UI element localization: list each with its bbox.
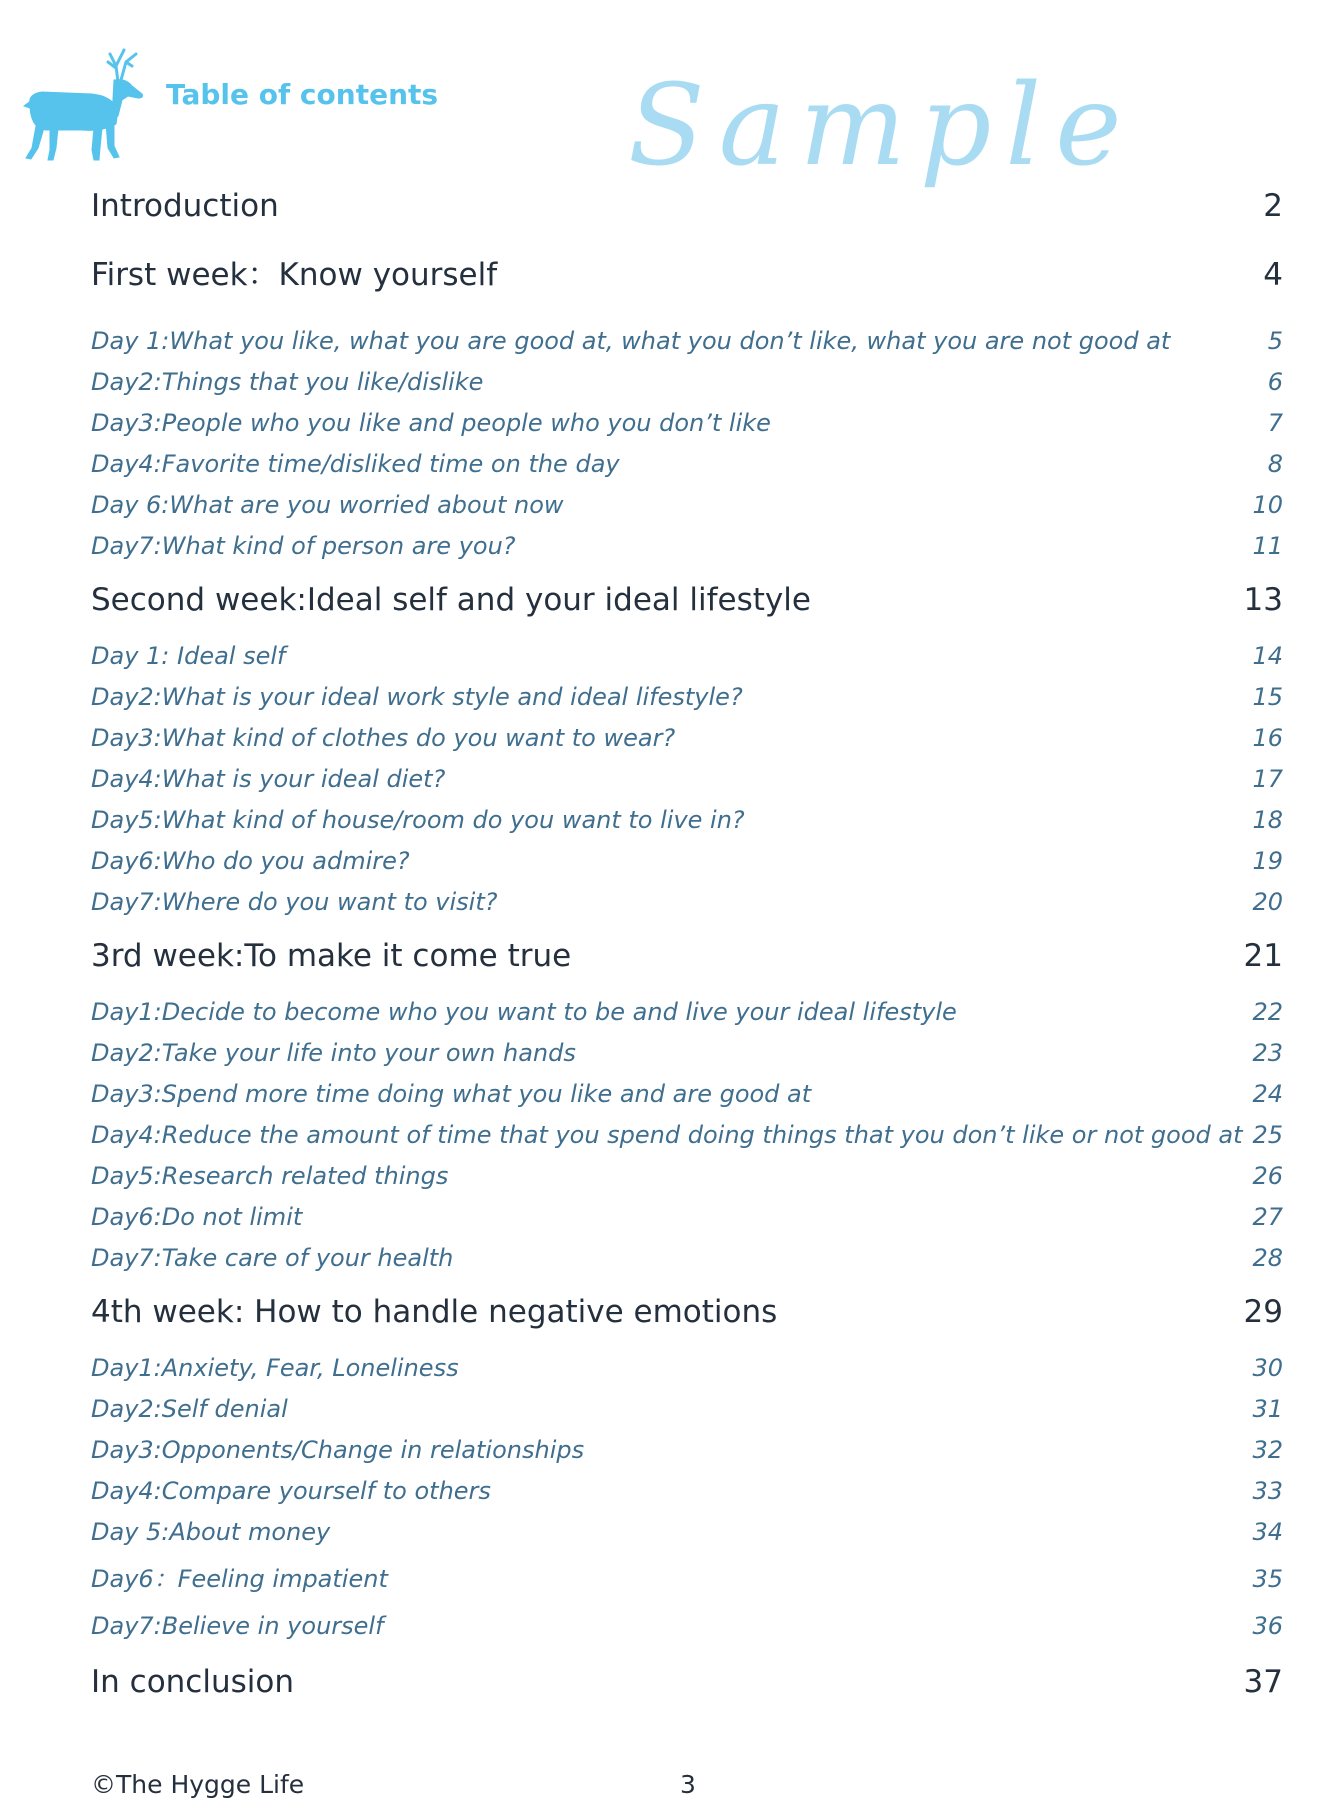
toc-entry-page: 17 bbox=[1252, 765, 1283, 793]
toc-entry-label: Day3:What kind of clothes do you want to wear? bbox=[91, 724, 676, 752]
toc-entry[interactable] bbox=[91, 1294, 1283, 1330]
toc-entry[interactable] bbox=[91, 1244, 1283, 1272]
toc-entry-page: 18 bbox=[1252, 806, 1283, 834]
toc-entry-page: 8 bbox=[1267, 450, 1283, 478]
toc-entry-page: 25 bbox=[1252, 1121, 1283, 1149]
toc-entry[interactable] bbox=[91, 1477, 1283, 1505]
toc-entry[interactable] bbox=[91, 1518, 1283, 1546]
toc-entry-label: Day6：Feeling impatient bbox=[91, 1565, 388, 1593]
toc-entry[interactable] bbox=[91, 532, 1283, 560]
toc-entry-label: First week：Know yourself bbox=[91, 257, 498, 293]
toc-entry[interactable] bbox=[91, 491, 1283, 519]
toc-entry-label: Day2:Things that you like/dislike bbox=[91, 368, 484, 396]
toc-entry[interactable] bbox=[91, 847, 1283, 875]
toc-entry-label: Day2:Take your life into your own hands bbox=[91, 1039, 576, 1067]
toc-entry[interactable] bbox=[91, 1559, 1283, 1594]
toc-entry-page: 26 bbox=[1252, 1162, 1283, 1190]
toc-entry-page: 20 bbox=[1252, 888, 1283, 916]
toc-entry[interactable] bbox=[91, 998, 1283, 1026]
toc-entry[interactable] bbox=[91, 765, 1283, 793]
footer-page-number: 3 bbox=[680, 1770, 696, 1799]
toc-entry-page: 13 bbox=[1243, 582, 1283, 618]
toc-entry-page: 14 bbox=[1252, 642, 1283, 670]
toc-entry-page: 10 bbox=[1252, 491, 1283, 519]
toc-entry-label: Second week:Ideal self and your ideal lifestyle bbox=[91, 582, 811, 618]
toc-entry-label: Day7:Where do you want to visit? bbox=[91, 888, 498, 916]
toc-entry-page: 15 bbox=[1252, 683, 1283, 711]
toc-entry-page: 34 bbox=[1252, 1518, 1283, 1546]
toc-entry-page: 2 bbox=[1263, 188, 1283, 224]
toc-entry-page: 30 bbox=[1252, 1354, 1283, 1382]
toc-entry-page: 23 bbox=[1252, 1039, 1283, 1067]
toc-entry-label: Day 1:What you like, what you are good at, what you don’t like, what you are not good at bbox=[91, 327, 1171, 355]
toc-entry[interactable] bbox=[91, 806, 1283, 834]
toc-entry-label: Day5:Research related things bbox=[91, 1162, 449, 1190]
toc-entry-label: Day 6:What are you worried about now bbox=[91, 491, 564, 519]
toc-entry[interactable] bbox=[91, 1354, 1283, 1382]
toc-entry[interactable] bbox=[91, 1612, 1283, 1640]
toc-entry-page: 29 bbox=[1243, 1294, 1283, 1330]
toc-entry-label: Day 1: Ideal self bbox=[91, 642, 286, 670]
toc-entry-page: 35 bbox=[1252, 1565, 1283, 1593]
toc-entry-label: Day4:What is your ideal diet? bbox=[91, 765, 446, 793]
toc-entry-page: 32 bbox=[1252, 1436, 1283, 1464]
toc-entry-label: Day3:People who you like and people who you don’t like bbox=[91, 409, 771, 437]
toc-entry[interactable] bbox=[91, 327, 1283, 355]
toc-entry[interactable] bbox=[91, 1162, 1283, 1190]
toc-entry-label: Day2:Self denial bbox=[91, 1395, 288, 1423]
toc-entry-page: 28 bbox=[1252, 1244, 1283, 1272]
toc-entry-label: Day5:What kind of house/room do you want to live in? bbox=[91, 806, 745, 834]
toc-entry[interactable] bbox=[91, 1039, 1283, 1067]
toc-entry[interactable] bbox=[91, 1203, 1283, 1231]
toc-entry-label: Day2:What is your ideal work style and ideal lifestyle? bbox=[91, 683, 743, 711]
toc-entry-page: 5 bbox=[1267, 327, 1283, 355]
toc-entry-label: Day3:Spend more time doing what you like and are good at bbox=[91, 1080, 812, 1108]
toc-entry-label: Introduction bbox=[91, 188, 279, 224]
toc-entry-page: 21 bbox=[1243, 938, 1283, 974]
toc-entry-page: 33 bbox=[1252, 1477, 1283, 1505]
toc-entry-page: 16 bbox=[1252, 724, 1283, 752]
toc-entry-label: Day4:Favorite time/disliked time on the day bbox=[91, 450, 620, 478]
toc-entry-label: Day7:Believe in yourself bbox=[91, 1612, 384, 1640]
toc-entry[interactable] bbox=[91, 683, 1283, 711]
toc-entry-label: 4th week: How to handle negative emotions bbox=[91, 1294, 778, 1330]
toc-entry[interactable] bbox=[91, 368, 1283, 396]
toc-entry-page: 19 bbox=[1252, 847, 1283, 875]
toc-entry-label: Day4:Compare yourself to others bbox=[91, 1477, 491, 1505]
toc-entry[interactable] bbox=[91, 188, 1283, 224]
toc-entry[interactable] bbox=[91, 582, 1283, 618]
toc-entry-label: Day1:Decide to become who you want to be and live your ideal lifestyle bbox=[91, 998, 957, 1026]
toc-entry-label: Day1:Anxiety, Fear, Loneliness bbox=[91, 1354, 459, 1382]
toc-entry-page: 11 bbox=[1252, 532, 1283, 560]
toc-entry[interactable] bbox=[91, 888, 1283, 916]
toc-entry-label: Day7:Take care of your health bbox=[91, 1244, 454, 1272]
toc-entry-label: Day6:Do not limit bbox=[91, 1203, 303, 1231]
toc-entry-page: 6 bbox=[1267, 368, 1283, 396]
toc-entry-page: 37 bbox=[1243, 1664, 1283, 1700]
toc-entry-page: 31 bbox=[1252, 1395, 1283, 1423]
toc-entry-label: Day4:Reduce the amount of time that you spend doing things that you don’t like or not good at bbox=[91, 1121, 1243, 1149]
toc-heading: Table of contents bbox=[166, 78, 439, 111]
toc-entry-page: 7 bbox=[1267, 409, 1283, 437]
toc-entry-label: 3rd week:To make it come true bbox=[91, 938, 572, 974]
toc-entry-page: 22 bbox=[1252, 998, 1283, 1026]
toc-entry-page: 27 bbox=[1252, 1203, 1283, 1231]
toc-entry[interactable] bbox=[91, 409, 1283, 437]
toc-entry[interactable] bbox=[91, 249, 1283, 294]
toc-entry-label: Day3:Opponents/Change in relationships bbox=[91, 1436, 585, 1464]
toc-entry[interactable] bbox=[91, 724, 1283, 752]
toc-entry-label: Day7:What kind of person are you? bbox=[91, 532, 516, 560]
toc-entry-page: 4 bbox=[1263, 257, 1283, 293]
toc-entry[interactable] bbox=[91, 1395, 1283, 1423]
toc-entry[interactable] bbox=[91, 1436, 1283, 1464]
toc-entry[interactable] bbox=[91, 1121, 1283, 1149]
deer-icon bbox=[22, 40, 150, 164]
toc-entry[interactable] bbox=[91, 1080, 1283, 1108]
toc-entry[interactable] bbox=[91, 938, 1283, 974]
footer-copyright: ©The Hygge Life bbox=[91, 1770, 305, 1799]
toc-entry[interactable] bbox=[91, 1664, 1283, 1700]
toc-entry-label: Day 5:About money bbox=[91, 1518, 331, 1546]
toc-entry-label: Day6:Who do you admire? bbox=[91, 847, 410, 875]
toc-entry-page: 36 bbox=[1252, 1612, 1283, 1640]
toc-entry-page: 24 bbox=[1252, 1080, 1283, 1108]
toc-entry[interactable] bbox=[91, 642, 1283, 670]
toc-entry-label: In conclusion bbox=[91, 1664, 294, 1700]
sample-watermark: Sample bbox=[628, 61, 1136, 191]
toc-entry[interactable] bbox=[91, 450, 1283, 478]
